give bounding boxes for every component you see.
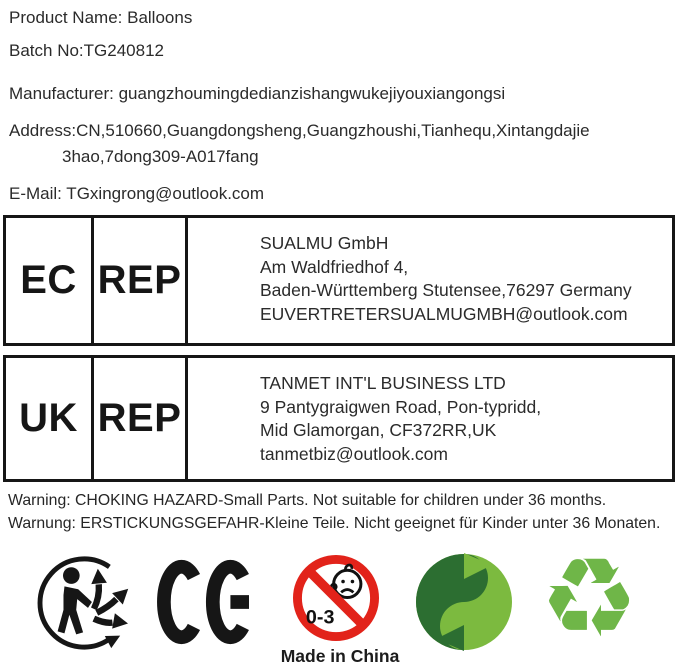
uk-rep-email: tanmetbiz@outlook.com — [260, 443, 448, 464]
ec-rep-email: EUVERTRETERSUALMUGMBH@outlook.com — [260, 303, 628, 324]
ec-rep-label: REP — [94, 218, 188, 343]
address-line-2: 3hao,7dong309-A017fang — [62, 147, 259, 166]
ec-rep-box — [3, 215, 675, 346]
warning-de: Warnung: ERSTICKUNGSGEFAHR-Kleine Teile. Nicht geeignet für Kinder unter 36 Monaten. — [8, 514, 661, 532]
ec-rep-street: Am Waldfriedhof 4, — [260, 256, 409, 277]
batch-no-line: Batch No:TG240812 — [9, 41, 164, 60]
uk-code-label: UK — [6, 358, 94, 479]
triman-icon — [37, 554, 137, 652]
uk-rep-city: Mid Glamorgan, CF372RR,UK — [260, 420, 497, 440]
uk-rep-address — [188, 358, 672, 479]
ec-rep-city: Baden-Württemberg Stutensee,76297 Germany — [260, 280, 632, 300]
ec-rep-address — [188, 218, 672, 343]
uk-rep-box — [3, 355, 675, 482]
ec-rep-company: SUALMU GmbH — [260, 233, 389, 253]
product-name-line: Product Name: Balloons — [9, 8, 193, 27]
address-line-1: Address:CN,510660,Guangdongsheng,Guangzhoushi,Tianhequ,Xintangdajie — [9, 121, 590, 140]
ec-code-label: EC — [6, 218, 94, 343]
uk-rep-label: REP — [94, 358, 188, 479]
ce-mark-icon — [151, 557, 257, 647]
age-warning-icon — [289, 551, 383, 645]
warning-en: Warning: CHOKING HAZARD-Small Parts. Not suitable for children under 36 months. — [8, 492, 607, 509]
age-range-text: 0-3 — [305, 606, 335, 629]
manufacturer-line: Manufacturer: guangzhoumingdedianzishangwukejiyouxiangongsi — [9, 84, 506, 103]
green-dot-icon — [414, 552, 514, 652]
email-line: E-Mail: TGxingrong@outlook.com — [9, 184, 265, 203]
made-in-china-label: Made in China — [280, 646, 400, 666]
uk-rep-street: 9 Pantygraigwen Road, Pon-typridd, — [260, 396, 542, 417]
uk-rep-company: TANMET INT'L BUSINESS LTD — [260, 373, 506, 393]
warning-block — [8, 490, 660, 535]
recycling-icon: ♻ — [539, 534, 639, 662]
